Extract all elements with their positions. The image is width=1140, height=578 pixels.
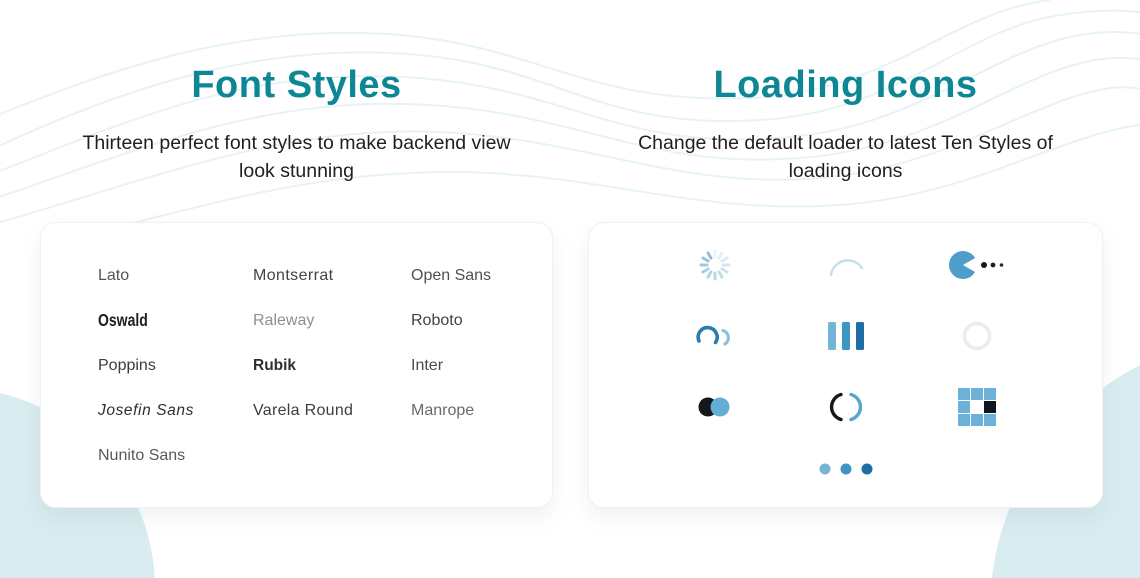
font-name-item: Josefin Sans bbox=[98, 401, 194, 419]
arc-spinner-icon bbox=[780, 229, 911, 300]
font-name-item: Open Sans bbox=[411, 266, 492, 284]
font-name-item: Oswald bbox=[98, 310, 148, 330]
wave-decoration bbox=[0, 0, 1140, 240]
font-name-item: Roboto bbox=[411, 311, 463, 329]
font-styles-title: Font Styles bbox=[191, 64, 402, 106]
font-styles-card bbox=[40, 222, 553, 508]
loading-icons-title: Loading Icons bbox=[713, 64, 978, 106]
ring-loader-icon bbox=[911, 300, 1042, 371]
pacman-loader-icon bbox=[911, 229, 1042, 300]
font-styles-subtitle: Thirteen perfect font styles to make backend view look stunning bbox=[82, 132, 511, 182]
font-name-item: Varela Round bbox=[253, 401, 354, 419]
font-name-item: Inter bbox=[411, 356, 444, 374]
dual-ball-loader-icon bbox=[649, 371, 780, 442]
font-name-item: Nunito Sans bbox=[98, 446, 186, 464]
font-name-item: Lato bbox=[98, 266, 130, 284]
loading-icons-card bbox=[588, 222, 1103, 508]
double-arc-spinner-icon bbox=[649, 300, 780, 371]
font-name-item: Poppins bbox=[98, 356, 156, 374]
dual-arc-loader-icon bbox=[780, 371, 911, 442]
loader-grid bbox=[589, 223, 1102, 442]
loading-icons-subtitle: Change the default loader to latest Ten Styles of loading icons bbox=[638, 132, 1053, 182]
font-name-item: Montserrat bbox=[253, 266, 334, 284]
font-name-item: Manrope bbox=[411, 401, 475, 419]
grid-loader-icon bbox=[911, 371, 1042, 442]
bars-loader-icon bbox=[780, 300, 911, 371]
font-name-item: Rubik bbox=[253, 356, 297, 374]
ticks-spinner-icon bbox=[649, 229, 780, 300]
dots-loader-icon bbox=[818, 462, 874, 476]
font-list bbox=[41, 223, 552, 478]
font-name-item: Raleway bbox=[253, 311, 315, 329]
loader-dots-row bbox=[589, 442, 1102, 496]
